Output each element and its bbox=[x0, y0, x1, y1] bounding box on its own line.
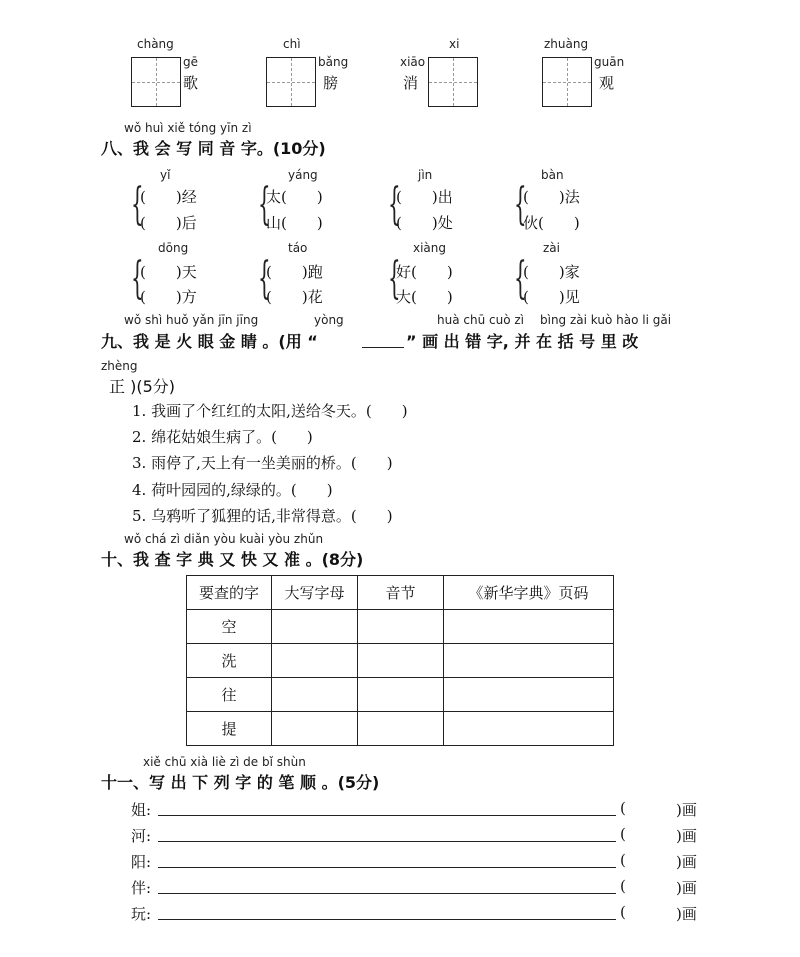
paren-open: ( bbox=[620, 799, 626, 817]
pinyin: táo bbox=[288, 241, 308, 255]
brace: { bbox=[514, 179, 527, 230]
fill-blank[interactable]: 太( ) bbox=[266, 188, 323, 206]
writing-grid-box[interactable] bbox=[131, 57, 181, 107]
given-char: 膀 bbox=[323, 74, 339, 92]
column-header: 音节 bbox=[358, 576, 444, 610]
table-row bbox=[187, 712, 614, 746]
section-pinyin: bìng zài kuò hào li gǎi bbox=[540, 313, 672, 327]
brace: { bbox=[131, 253, 144, 304]
answer-cell[interactable] bbox=[358, 610, 444, 644]
stroke-count[interactable]: )画 bbox=[676, 801, 697, 819]
column-header: 《新华字典》页码 bbox=[444, 576, 614, 610]
section-pinyin: xiě chū xià liè zì de bǐ shùn bbox=[143, 755, 306, 769]
fill-blank[interactable]: ( )见 bbox=[523, 288, 580, 306]
column-header: 大写字母 bbox=[272, 576, 358, 610]
section-pinyin: huà chū cuò zì bbox=[437, 313, 524, 327]
fill-blank[interactable]: 伙( ) bbox=[523, 214, 580, 232]
pinyin: xi bbox=[449, 37, 460, 51]
pinyin: gē bbox=[183, 55, 198, 69]
stroke-order-line[interactable] bbox=[158, 893, 616, 894]
lookup-char: 提 bbox=[187, 712, 272, 746]
stroke-order-line[interactable] bbox=[158, 919, 616, 920]
answer-cell[interactable] bbox=[358, 712, 444, 746]
fill-blank[interactable]: 好( ) bbox=[396, 263, 453, 281]
section-9-title-end: 正 )(5分) bbox=[109, 377, 175, 396]
fill-blank[interactable]: ( )处 bbox=[396, 214, 453, 232]
paren-open: ( bbox=[620, 903, 626, 921]
answer-cell[interactable] bbox=[272, 610, 358, 644]
answer-cell[interactable] bbox=[272, 644, 358, 678]
given-char: 歌 bbox=[183, 74, 199, 92]
stroke-char: 玩: bbox=[131, 905, 152, 923]
pinyin: jìn bbox=[418, 168, 433, 182]
fill-blank[interactable]: ( )花 bbox=[266, 288, 323, 306]
section-pinyin: wǒ shì huǒ yǎn jīn jīng bbox=[124, 313, 259, 327]
fill-blank[interactable]: ( )经 bbox=[140, 188, 197, 206]
underline-sample bbox=[362, 347, 404, 348]
sentence-item[interactable]: 4. 荷叶园园的,绿绿的。( ) bbox=[132, 481, 333, 499]
stroke-char: 阳: bbox=[131, 853, 152, 871]
answer-cell[interactable] bbox=[444, 644, 614, 678]
section-9-title: 九、我 是 火 眼 金 睛 。(用 “ bbox=[101, 332, 318, 351]
pinyin: chàng bbox=[137, 37, 174, 51]
stroke-count[interactable]: )画 bbox=[676, 879, 697, 897]
sentence-item[interactable]: 2. 绵花姑娘生病了。( ) bbox=[132, 428, 313, 446]
writing-grid-box[interactable] bbox=[266, 57, 316, 107]
paren-open: ( bbox=[620, 851, 626, 869]
pinyin: yáng bbox=[288, 168, 318, 182]
answer-cell[interactable] bbox=[272, 712, 358, 746]
fill-blank[interactable]: 大( ) bbox=[396, 288, 453, 306]
stroke-count[interactable]: )画 bbox=[676, 827, 697, 845]
section-9-title-cont: ” 画 出 错 字, 并 在 括 号 里 改 bbox=[406, 332, 639, 351]
sentence-item[interactable]: 1. 我画了个红红的太阳,送给冬天。( ) bbox=[132, 402, 408, 420]
stroke-order-line[interactable] bbox=[158, 841, 616, 842]
brace: { bbox=[514, 253, 527, 304]
given-char: 观 bbox=[599, 74, 615, 92]
brace: { bbox=[388, 253, 401, 304]
fill-blank[interactable]: ( )法 bbox=[523, 188, 580, 206]
section-8-title: 八、我 会 写 同 音 字。(10分) bbox=[101, 139, 326, 158]
stroke-count[interactable]: )画 bbox=[676, 905, 697, 923]
fill-blank[interactable]: ( )后 bbox=[140, 214, 197, 232]
fill-blank[interactable]: 山( ) bbox=[266, 214, 323, 232]
stroke-char: 姐: bbox=[131, 801, 152, 819]
stroke-char: 河: bbox=[131, 827, 152, 845]
pinyin: bǎng bbox=[318, 55, 349, 69]
answer-cell[interactable] bbox=[358, 644, 444, 678]
table-row bbox=[187, 678, 614, 712]
stroke-count[interactable]: )画 bbox=[676, 853, 697, 871]
lookup-char: 空 bbox=[187, 610, 272, 644]
answer-cell[interactable] bbox=[444, 678, 614, 712]
answer-cell[interactable] bbox=[272, 678, 358, 712]
section-pinyin: wǒ chá zì diǎn yòu kuài yòu zhǔn bbox=[124, 532, 324, 546]
pinyin: bàn bbox=[541, 168, 564, 182]
section-pinyin: zhèng bbox=[101, 359, 138, 373]
section-11-title: 十一、写 出 下 列 字 的 笔 顺 。(5分) bbox=[101, 773, 380, 792]
pinyin: zhuàng bbox=[544, 37, 589, 51]
pinyin: yǐ bbox=[160, 168, 171, 182]
table-row bbox=[187, 644, 614, 678]
answer-cell[interactable] bbox=[444, 610, 614, 644]
section-pinyin: wǒ huì xiě tóng yīn zì bbox=[124, 121, 252, 135]
pinyin: xiāo bbox=[400, 55, 426, 69]
brace: { bbox=[258, 253, 271, 304]
pinyin: guān bbox=[594, 55, 625, 69]
paren-open: ( bbox=[620, 825, 626, 843]
lookup-char: 往 bbox=[187, 678, 272, 712]
table-header-row bbox=[187, 576, 614, 610]
pinyin: chì bbox=[283, 37, 301, 51]
stroke-order-line[interactable] bbox=[158, 867, 616, 868]
pinyin: xiàng bbox=[413, 241, 447, 255]
stroke-char: 伴: bbox=[131, 879, 152, 897]
fill-blank[interactable]: ( )出 bbox=[396, 188, 453, 206]
fill-blank[interactable]: ( )跑 bbox=[266, 263, 323, 281]
answer-cell[interactable] bbox=[444, 712, 614, 746]
paren-open: ( bbox=[620, 877, 626, 895]
lookup-char: 洗 bbox=[187, 644, 272, 678]
writing-grid-box[interactable] bbox=[542, 57, 592, 107]
brace: { bbox=[258, 179, 271, 230]
brace: { bbox=[131, 179, 144, 230]
fill-blank[interactable]: ( )方 bbox=[140, 288, 197, 306]
fill-blank[interactable]: ( )家 bbox=[523, 263, 580, 281]
dictionary-table bbox=[186, 575, 614, 746]
fill-blank[interactable]: ( )天 bbox=[140, 263, 197, 281]
section-pinyin: yòng bbox=[314, 313, 344, 327]
brace: { bbox=[388, 179, 401, 230]
pinyin: dōng bbox=[158, 241, 189, 255]
table-row bbox=[187, 610, 614, 644]
section-10-title: 十、我 查 字 典 又 快 又 准 。(8分) bbox=[101, 550, 364, 569]
given-char: 消 bbox=[403, 74, 419, 92]
answer-cell[interactable] bbox=[358, 678, 444, 712]
column-header: 要查的字 bbox=[187, 576, 272, 610]
sentence-item[interactable]: 5. 乌鸦听了狐狸的话,非常得意。( ) bbox=[132, 507, 393, 525]
sentence-item[interactable]: 3. 雨停了,天上有一坐美丽的桥。( ) bbox=[132, 454, 393, 472]
writing-grid-box[interactable] bbox=[428, 57, 478, 107]
stroke-order-line[interactable] bbox=[158, 815, 616, 816]
pinyin: zài bbox=[543, 241, 560, 255]
